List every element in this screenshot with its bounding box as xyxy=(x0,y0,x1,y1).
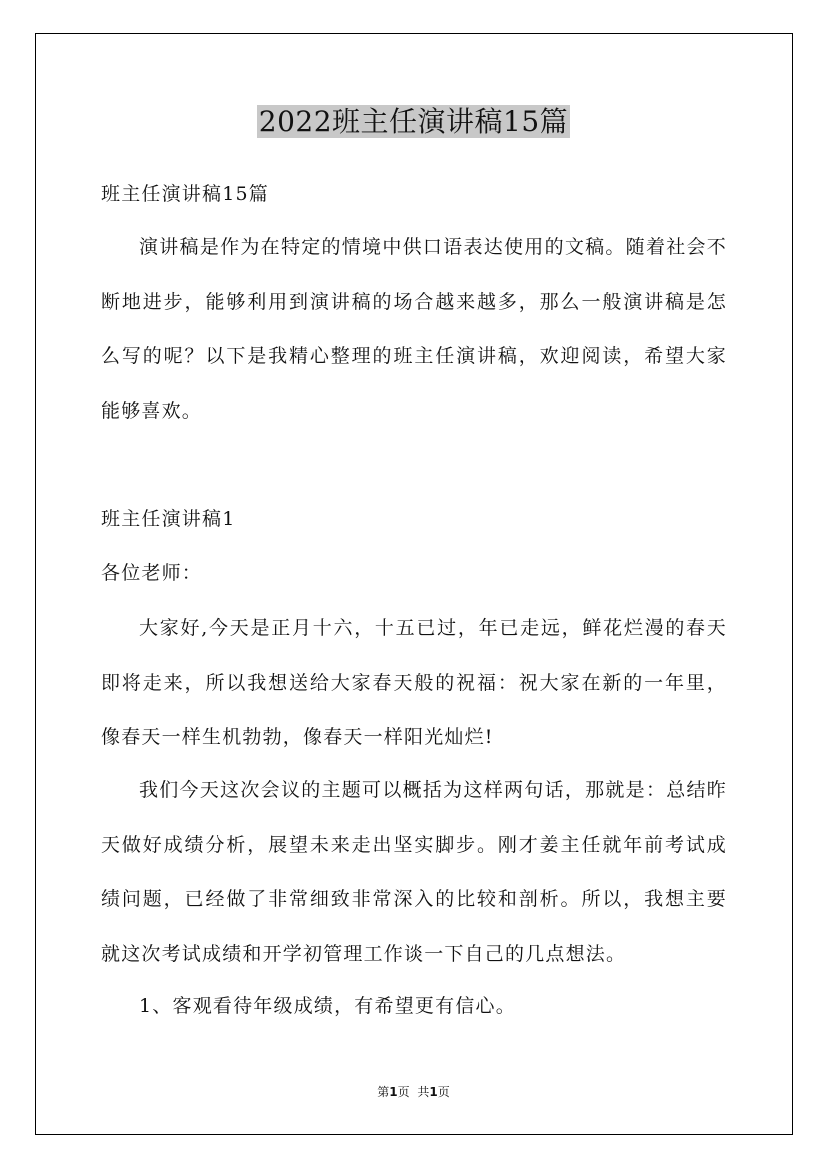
body-paragraph-1: 大家好,今天是正月十六，十五已过，年已走远，鲜花烂漫的春天即将走来，所以我想送给大家春天般的祝福：祝大家在新的一年里，像春天一样生机勃勃，像春天一样阳光灿烂! xyxy=(101,617,727,748)
document-title-text: 2022班主任演讲稿15篇 xyxy=(258,105,569,138)
footer-page-suffix: 页 xyxy=(397,1085,410,1099)
body-paragraph-3: 1、客观看待年级成绩，有希望更有信心。 xyxy=(139,995,516,1017)
footer-total-prefix: 共 xyxy=(417,1085,430,1099)
page-footer xyxy=(0,1082,827,1102)
footer-total-suffix: 页 xyxy=(437,1085,450,1099)
document-title xyxy=(0,101,827,142)
footer-page-number: 1 xyxy=(389,1085,398,1099)
intro-paragraph: 演讲稿是作为在特定的情境中供口语表达使用的文稿。随着社会不断地进步，能够利用到演讲稿的场合越来越多，那么一般演讲稿是怎么写的呢？以下是我精心整理的班主任演讲稿，欢迎阅读，希望大家能够喜欢。 xyxy=(101,236,727,422)
body-paragraph-2: 我们今天这次会议的主题可以概括为这样两句话，那就是：总结昨天做好成绩分析，展望未来走出坚实脚步。刚才姜主任就年前考试成绩问题，已经做了非常细致非常深入的比较和剖析。所以，我想主要就这次考试成绩和开学初管理工作谈一下自己的几点想法。 xyxy=(101,779,727,965)
footer-page-prefix: 第 xyxy=(377,1085,390,1099)
document-subtitle: 班主任演讲稿15篇 xyxy=(101,183,269,205)
salutation: 各位老师： xyxy=(101,562,203,584)
footer-total-pages: 1 xyxy=(429,1085,438,1099)
section-heading: 班主任演讲稿1 xyxy=(101,508,236,530)
